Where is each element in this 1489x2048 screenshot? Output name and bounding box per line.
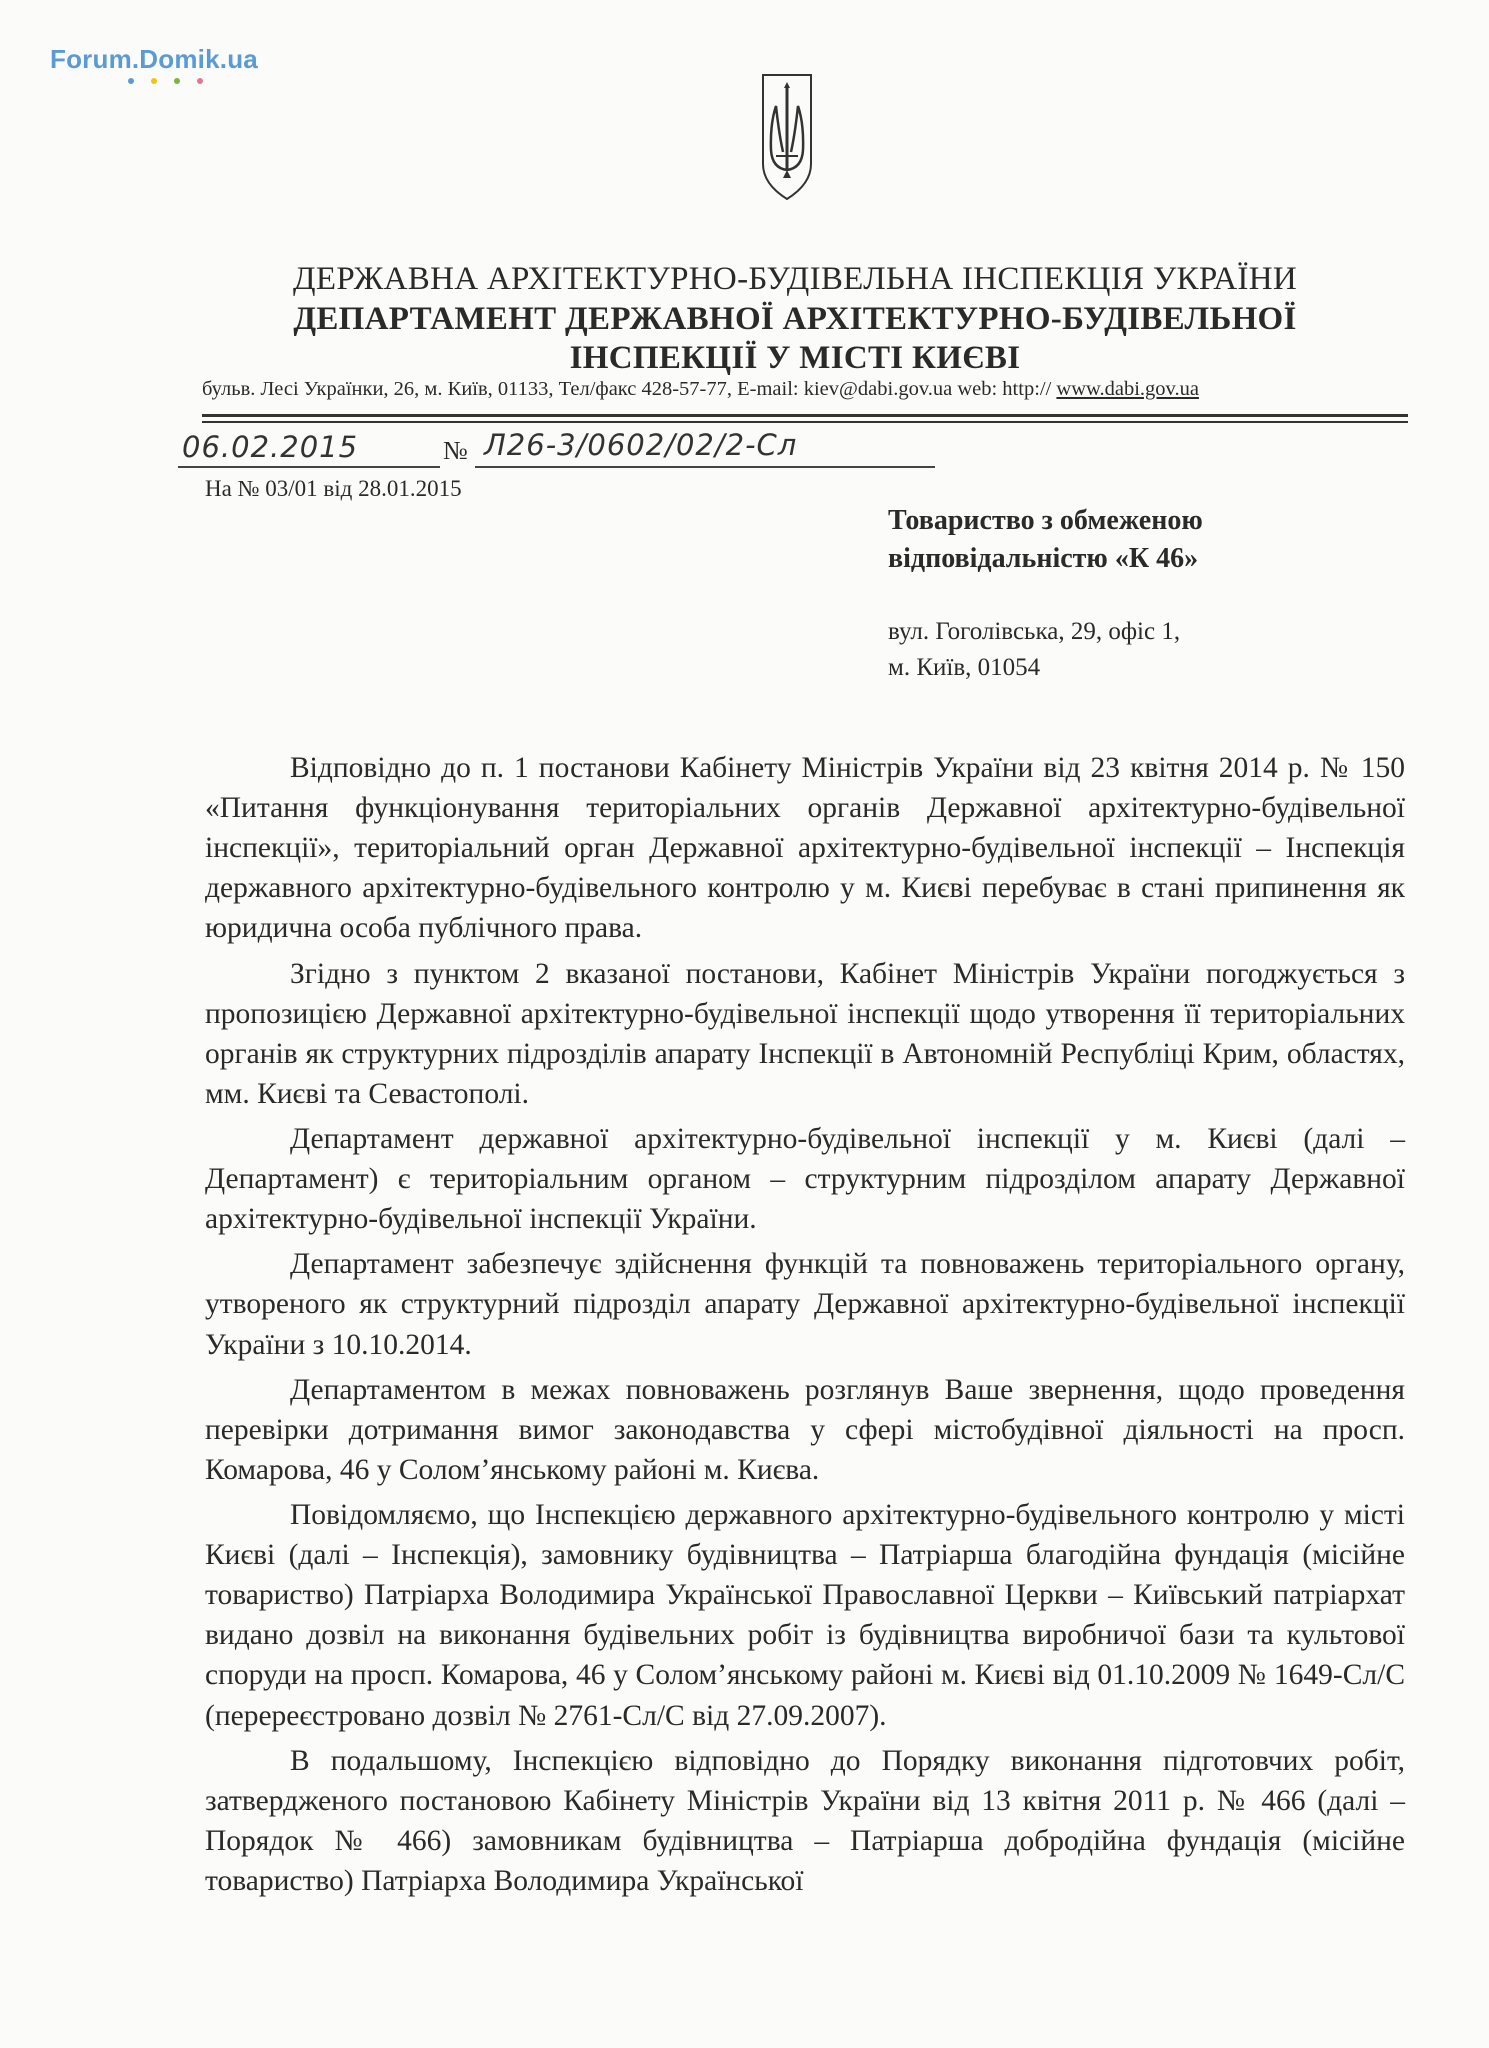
handwritten-date: 06.02.2015 [182, 430, 359, 464]
watermark-dot [197, 78, 203, 84]
body-paragraph: Департамент державної архітектурно-будівельної інспекції у м. Києві (далі – Департамент) є територіальним органом – структурним підрозділом апарату Державної архітектурно-будівельної інспекції України. [205, 1122, 1405, 1236]
handwritten-number: Л26-3/0602/02/2-Сл [484, 428, 798, 462]
header-line-2: ДЕПАРТАМЕНТ ДЕРЖАВНОЇ АРХІТЕКТУРНО-БУДІВЕЛЬНОЇ [293, 300, 1297, 337]
body-paragraph: Згідно з пунктом 2 вказаної постанови, Кабінет Міністрів України погоджується з пропозицією Державної архітектурно-будівельної інспекції щодо утворення її територіальних органів як структурних підрозділів апарату Інспекції в Автономній Республіці Крим, областях, мм. Києві та Севастополі. [205, 957, 1405, 1110]
body-paragraph: Департаментом в межах повноважень розглянув Ваше звернення, щодо проведення перевірки дотримання вимог законодавства у сфері містобудівної діяльності на просп. Комарова, 46 у Солом’янському районі м. Києва. [205, 1373, 1405, 1486]
recipient-name [888, 502, 1203, 578]
recipient-address-line-1: вул. Гоголівська, 29, офіс 1, [888, 618, 1181, 645]
watermark-dots [128, 78, 203, 84]
number-underline [475, 466, 935, 468]
recipient-address-line-2: м. Київ, 01054 [888, 654, 1041, 682]
body-paragraph: Департамент забезпечує здійснення функцій та повноважень територіального органу, утвореного як структурний підрозділ апарату Державної архітектурно-будівельної інспекції України з 10.10.2014. [205, 1248, 1405, 1361]
watermark-dot [174, 78, 180, 84]
letter-body [205, 748, 1405, 1906]
address-text: бульв. Лесі Українки, 26, м. Київ, 01133, Тел/факс 428-57-77, E-mail: kiev@dabi.gov.ua web: http:// [202, 378, 1057, 400]
header-line-1: ДЕРЖАВНА АРХІТЕКТУРНО-БУДІВЕЛЬНА ІНСПЕКЦІЯ УКРАЇНИ [293, 261, 1297, 297]
recipient-name-line-1: Товариство з обмеженою [888, 505, 1203, 536]
recipient-address [888, 614, 1180, 687]
header-rule-thin [202, 421, 1408, 423]
recipient-name-line-2: відповідальністю «К 46» [888, 542, 1199, 574]
watermark-dot [128, 78, 134, 84]
organization-header [200, 260, 1390, 379]
watermark-dot [151, 78, 157, 84]
body-paragraph: Відповідно до п. 1 постанови Кабінету Міністрів України від 23 квітня 2014 р. № 150 «Питання функціонування територіальних органів Державної архітектурно-будівельної інспекції», територіальний орган Державної архітектурно-будівельної інспекції – Інспекція державного архітектурно-будівельного контролю у м. Києві перебуває в стані припинення як юридична особа публічного права. [205, 752, 1405, 945]
header-line-3: ІНСПЕКЦІЇ У МІСТІ КИЄВІ [569, 340, 1021, 377]
watermark-logo: Forum.Domik.ua [50, 44, 258, 74]
website-link[interactable]: www.dabi.gov.ua [1056, 378, 1199, 400]
coat-of-arms-icon [760, 72, 814, 202]
reference-number: На № 03/01 від 28.01.2015 [205, 476, 462, 501]
date-underline [178, 466, 440, 468]
header-rule-thick [202, 414, 1408, 417]
organization-address [202, 378, 1392, 401]
number-sign: № [443, 436, 468, 465]
body-paragraph: В подальшому, Інспекцією відповідно до Порядку виконання підготовчих робіт, затвердженого постановою Кабінету Міністрів України від 13 квітня 2011 р. № 466 (далі – Порядок № 466) замовникам будівництва – Патріарша добродійна фундація (місійне товариство) Патріарха Володимира Української [205, 1744, 1405, 1897]
body-paragraph: Повідомляємо, що Інспекцією державного архітектурно-будівельного контролю у місті Києві (далі – Інспекція), замовнику будівництва – Патріарша благодійна фундація (місійне товариство) Патріарха Володимира Української Православної Церкви – Київський патріархат видано дозвіл на виконання будівельних робіт із будівництва виробничої бази та культової споруди на просп. Комарова, 46 у Солом’янському районі м. Києві від 01.10.2009 № 1649-Сл/С (перереєстровано дозвіл № 2761-Сл/С від 27.09.2007). [205, 1498, 1405, 1732]
